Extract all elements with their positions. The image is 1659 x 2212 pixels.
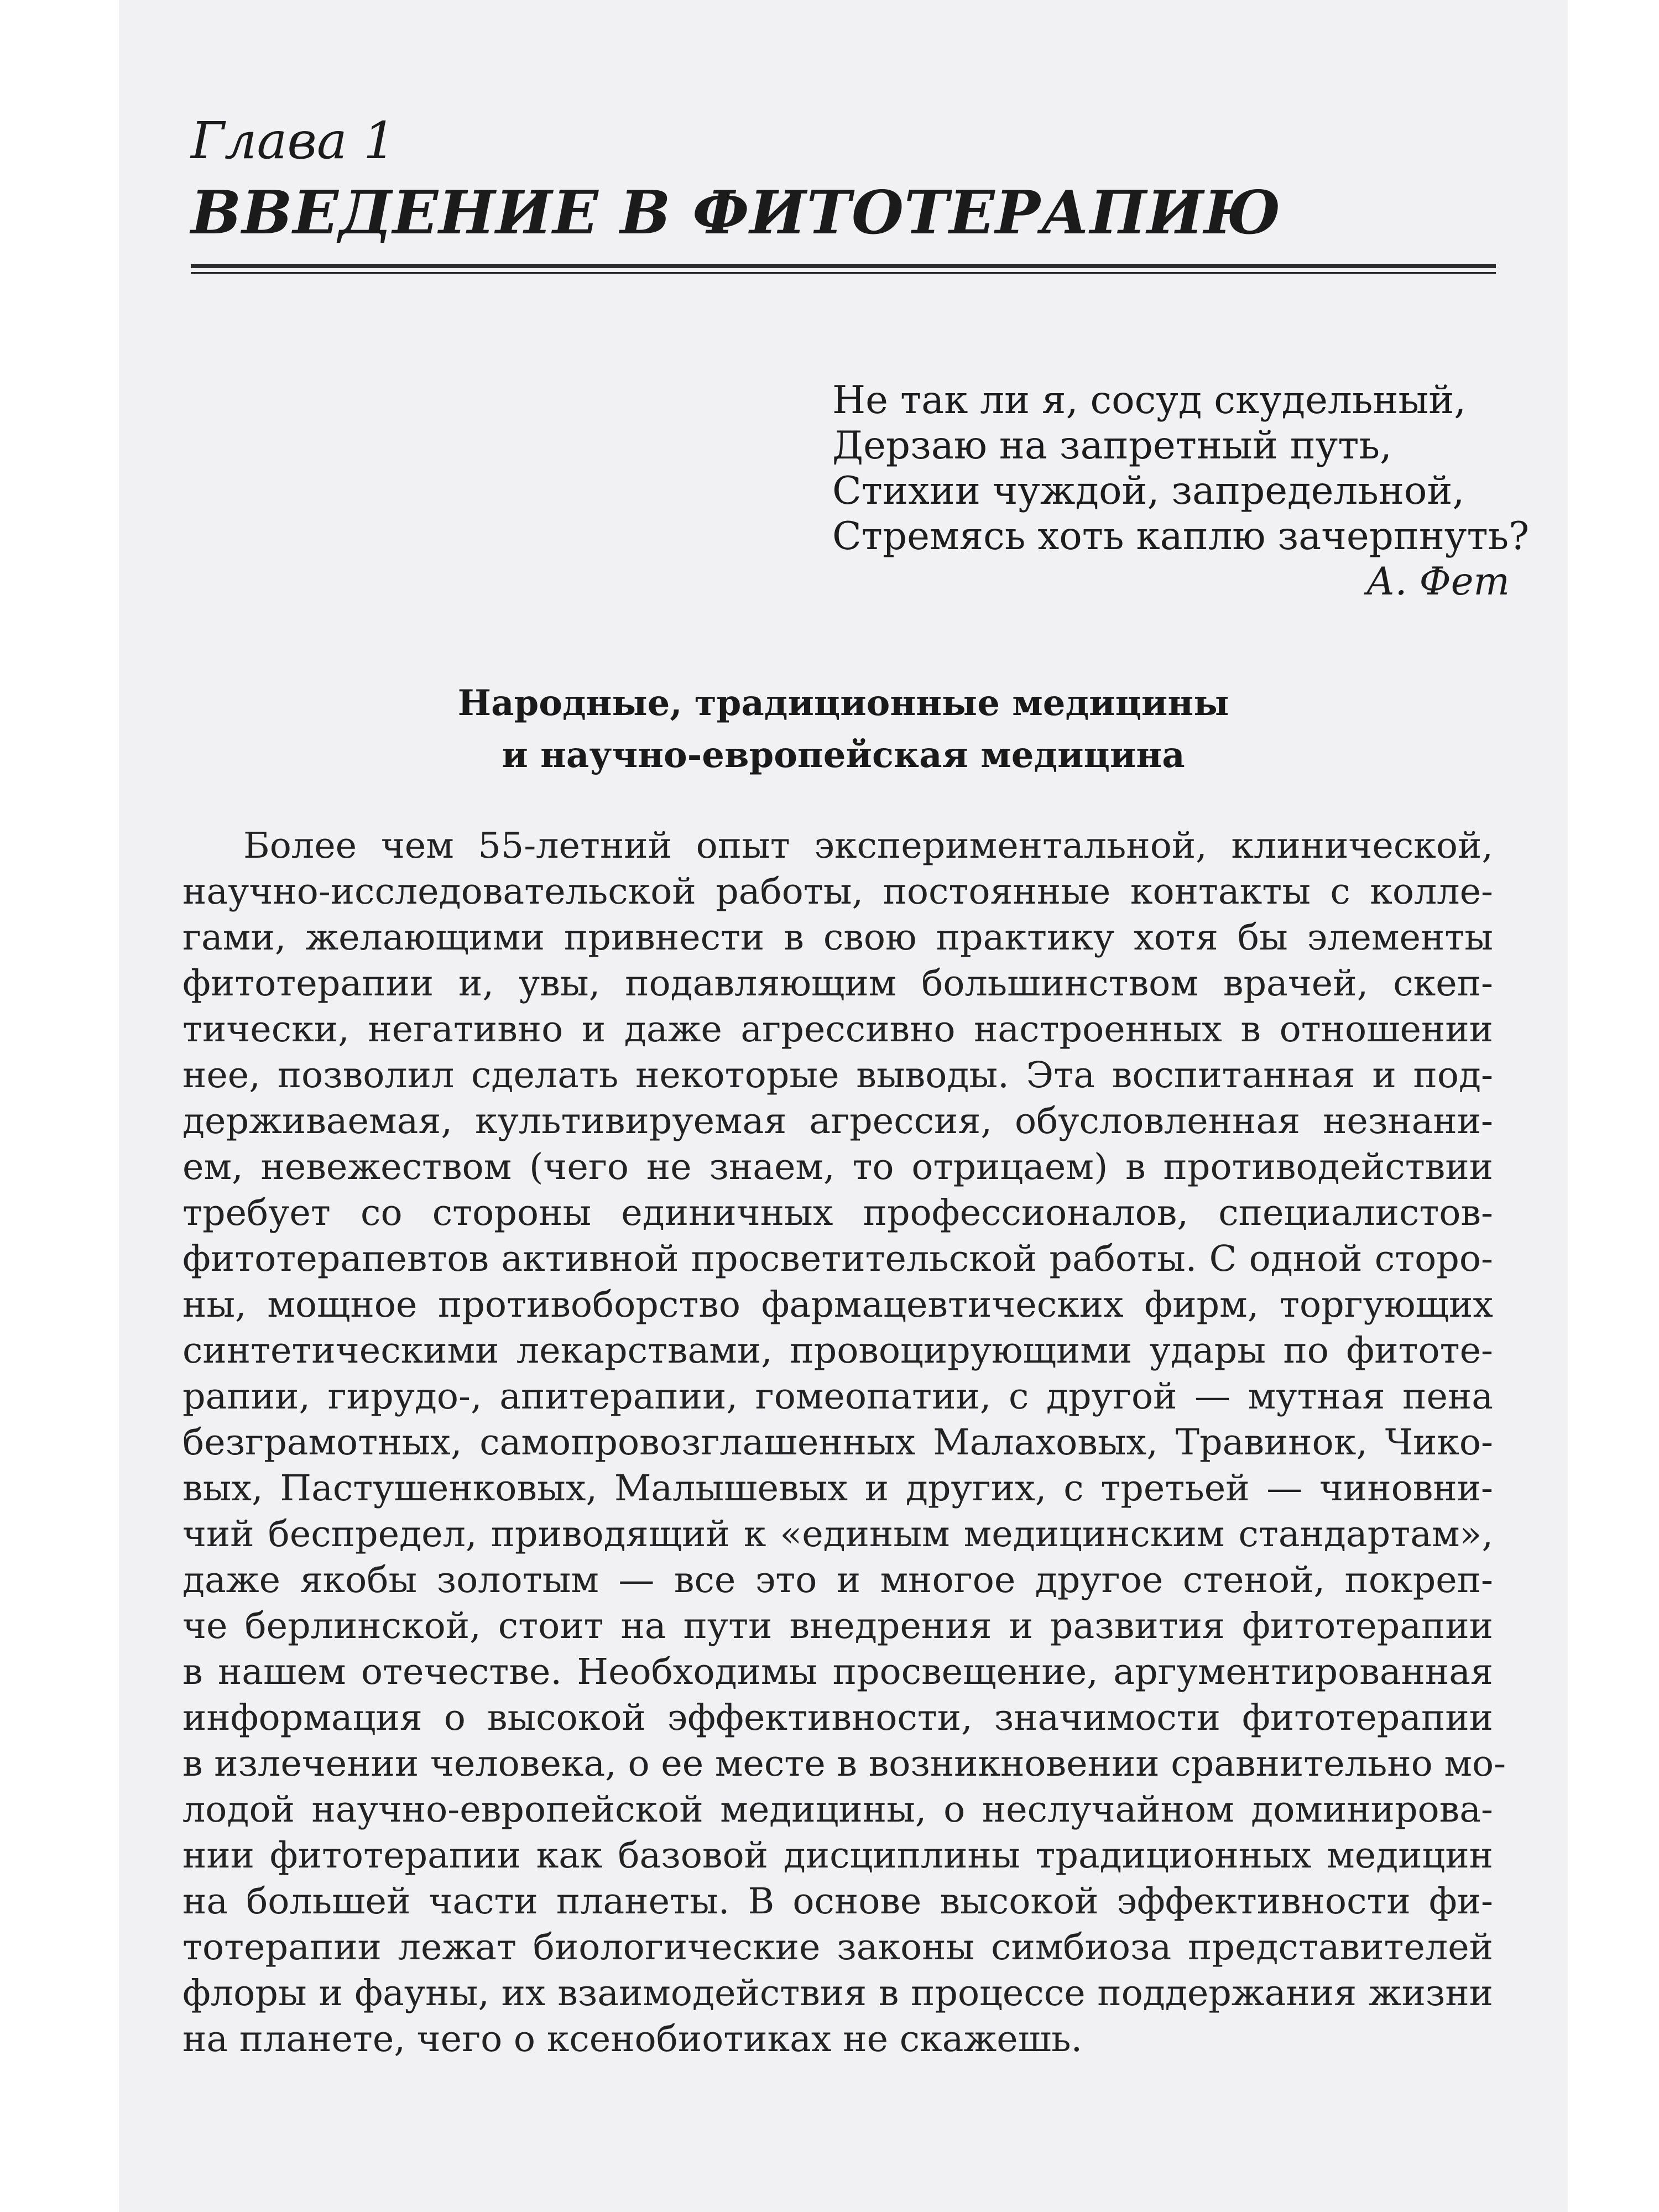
body-line: информация о высокой эффективности, значимости фитотерапии (182, 1697, 1493, 1739)
chapter-title: ВВЕДЕНИЕ В ФИТОТЕРАПИЮ (191, 178, 1282, 248)
body-line: гами, желающими привнести в свою практику хотя бы элементы (182, 917, 1493, 958)
chapter-rule-thin (191, 272, 1496, 274)
body-line: даже якобы золотым — все это и многое другое стеной, покреп- (182, 1559, 1493, 1601)
epigraph-author: А. Фет (1366, 560, 1510, 604)
body-line: требует со стороны единичных профессионалов, специалистов- (182, 1192, 1493, 1234)
body-line: тотерапии лежат биологические законы симбиоза представителей (182, 1927, 1493, 1968)
body-line: фитотерапии и, увы, подавляющим большинством врачей, скеп- (182, 963, 1493, 1004)
chapter-header (191, 108, 1507, 252)
body-line: рапии, гирудо-, апитерапии, гомеопатии, с другой — мутная пена (182, 1376, 1493, 1417)
body-line: на планете, чего о ксенобиотиках не скажешь. (182, 2018, 1083, 2060)
body-line: в нашем отечестве. Необходимы просвещение, аргументированная (182, 1651, 1493, 1693)
chapter-number: Глава 1 (191, 111, 396, 170)
epigraph-line: Не так ли я, сосуд скудельный, (832, 378, 1467, 422)
body-line: нее, позволил сделать некоторые выводы. Эта воспитанная и под- (182, 1055, 1493, 1096)
body-line: на большей части планеты. В основе высокой эффективности фи- (182, 1881, 1493, 1922)
body-line: нии фитотерапии как базовой дисциплины традиционных медицин (182, 1835, 1493, 1876)
epigraph-line: Стихии чуждой, запредельной, (832, 469, 1465, 513)
body-line: фитотерапевтов активной просветительской работы. С одной сторо- (182, 1238, 1493, 1280)
section-heading-line: и научно-европейская медицина (502, 734, 1185, 776)
body-line: безграмотных, самопровозглашенных Малаховых, Травинок, Чико- (182, 1422, 1493, 1463)
epigraph-line: Дерзаю на запретный путь, (832, 424, 1392, 468)
body-line: держиваемая, культивируемая агрессия, обусловленная незнани- (182, 1100, 1493, 1142)
body-line: ем, невежеством (чего не знаем, то отрицаем) в противодействии (182, 1146, 1493, 1188)
body-line: чий беспредел, приводящий к «единым медицинским стандартам», (182, 1514, 1493, 1555)
body-line: че берлинской, стоит на пути внедрения и развития фитотерапии (182, 1605, 1493, 1647)
body-line: тически, негативно и даже агрессивно настроенных в отношении (182, 1009, 1493, 1050)
body-line: в излечении человека, о ее месте в возникновении сравнительно мо- (182, 1743, 1506, 1785)
body-paragraph (182, 823, 1506, 2062)
body-line: синтетическими лекарствами, провоцирующими удары по фитоте- (182, 1330, 1493, 1371)
body-line: вых, Пастушенковых, Малышевых и других, с третьей — чиновни- (182, 1468, 1493, 1509)
section-heading-line: Народные, традиционные медицины (457, 682, 1229, 724)
body-line: научно-исследовательской работы, постоянные контакты с колле- (182, 871, 1493, 912)
epigraph (832, 378, 1530, 604)
body-line: лодой научно-европейской медицины, о неслучайном доминирова- (182, 1789, 1493, 1830)
body-line: Более чем 55-летний опыт экспериментальной, клинической, (243, 825, 1493, 867)
epigraph-line: Стремясь хоть каплю зачерпнуть? (832, 514, 1530, 559)
body-line: ны, мощное противоборство фармацевтических фирм, торгующих (182, 1284, 1493, 1326)
body-line: флоры и фауны, их взаимодействия в процессе поддержания жизни (182, 1973, 1493, 2014)
section-heading (191, 677, 1496, 781)
chapter-rule-thick (191, 264, 1496, 268)
